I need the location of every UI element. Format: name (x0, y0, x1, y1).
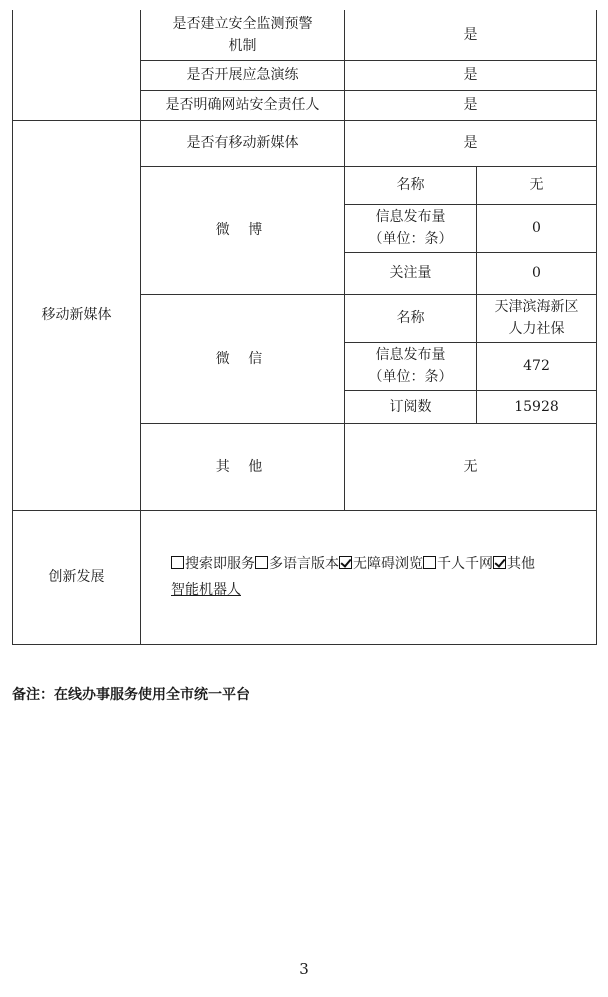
table-row (13, 120, 597, 166)
checkbox-checked-icon (493, 556, 506, 569)
table-row (13, 510, 597, 644)
weibo-posts-label: 信息发布量 （单位：条） (345, 204, 477, 252)
has-media-label: 是否有移动新媒体 (141, 120, 345, 166)
weibo-name-value: 无 (477, 166, 597, 204)
row-value: 是 (345, 10, 597, 60)
wechat-posts-value: 472 (477, 342, 597, 390)
wechat-posts-label: 信息发布量 （单位：条） (345, 342, 477, 390)
option-other: 其他 (493, 556, 535, 572)
row-label: 是否开展应急演练 (141, 60, 345, 90)
other-label: 其 他 (141, 423, 345, 510)
option-multilang: 多语言版本 (255, 556, 339, 572)
option-personalized: 千人千网 (423, 556, 493, 572)
wechat-name-value: 天津滨海新区 人力社保 (477, 294, 597, 342)
weibo-follow-value: 0 (477, 252, 597, 294)
weibo-name-label: 名称 (345, 166, 477, 204)
other-text: 智能机器人 (171, 582, 241, 598)
row-label: 是否建立安全监测预警 机制 (141, 10, 345, 60)
row-value: 是 (345, 90, 597, 120)
wechat-subs-label: 订阅数 (345, 390, 477, 423)
option-search: 搜索即服务 (171, 556, 255, 572)
weibo-follow-label: 关注量 (345, 252, 477, 294)
weibo-posts-value: 0 (477, 204, 597, 252)
footnote: 备注：在线办事服务使用全市统一平台 (12, 687, 250, 703)
wechat-name-label: 名称 (345, 294, 477, 342)
has-media-value: 是 (345, 120, 597, 166)
innovation-section-label: 创新发展 (13, 510, 141, 644)
checkbox-unchecked-icon (255, 556, 268, 569)
wechat-label: 微 信 (141, 294, 345, 423)
row-value: 是 (345, 60, 597, 90)
row-label: 是否明确网站安全责任人 (141, 90, 345, 120)
wechat-subs-value: 15928 (477, 390, 597, 423)
report-table (12, 10, 597, 645)
table-row (13, 10, 597, 60)
checkbox-unchecked-icon (423, 556, 436, 569)
checkbox-unchecked-icon (171, 556, 184, 569)
media-section-label: 移动新媒体 (13, 120, 141, 510)
checkbox-checked-icon (339, 556, 352, 569)
innovation-options (141, 510, 597, 644)
option-accessibility: 无障碍浏览 (339, 556, 423, 572)
weibo-label: 微 博 (141, 166, 345, 294)
other-value: 无 (345, 423, 597, 510)
page-number: 3 (299, 960, 309, 978)
